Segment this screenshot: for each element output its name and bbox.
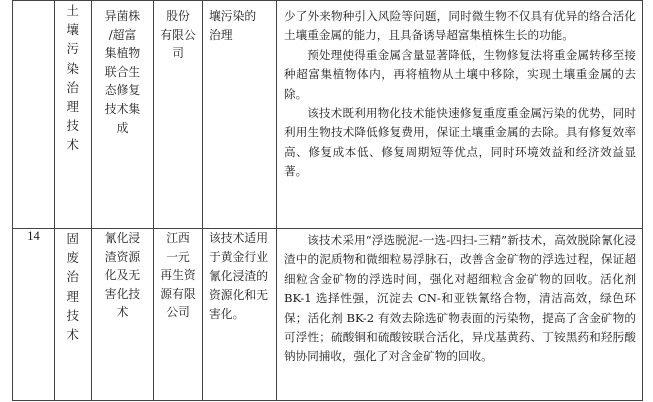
category-char: 固 <box>66 231 80 246</box>
category-char: 术 <box>66 137 80 153</box>
company-line: 一元 <box>166 249 190 264</box>
application-text: 该技术适用于黄金行业氰化浸渣的资源化和无害化。 <box>209 231 268 321</box>
category-char: 污 <box>66 41 80 57</box>
category-char: 理 <box>66 99 80 115</box>
category-char: 术 <box>66 327 80 343</box>
category-text <box>55 229 91 344</box>
row-number: 14 <box>27 229 40 243</box>
tech-name-text <box>92 229 153 322</box>
application-cell <box>203 1 277 229</box>
application-line: 治理 <box>209 28 233 42</box>
tech-name-line: 联合生 <box>104 64 141 79</box>
tech-name-line: 化及无 <box>104 268 141 283</box>
company-line: 江西 <box>166 231 190 245</box>
tech-name-line: /超富 <box>108 27 137 42</box>
description-text <box>277 229 642 367</box>
company-cell <box>154 229 203 401</box>
tech-name-line: 态修复 <box>104 83 141 98</box>
category-char: 技 <box>66 118 80 134</box>
application-text <box>203 1 276 45</box>
tech-name-text <box>92 1 153 137</box>
tech-name-line: 术 <box>116 305 129 320</box>
tech-name-line: 氰化浸 <box>104 231 141 245</box>
company-text <box>154 229 202 322</box>
application-line: 壤污染的 <box>209 9 257 23</box>
company-text <box>154 1 202 63</box>
category-char: 染 <box>66 60 80 76</box>
tech-name-line: 集植物 <box>104 46 141 61</box>
category-text <box>55 1 91 155</box>
category-char: 废 <box>66 250 80 266</box>
tech-name-line: 异菌株 <box>104 9 141 23</box>
category-char: 壤 <box>66 22 80 38</box>
category-char: 土 <box>66 3 80 18</box>
category-char: 技 <box>66 307 80 323</box>
category-cell <box>55 1 92 229</box>
table-row <box>13 229 643 401</box>
description-paragraph: 该技术采用“浮选脱泥-一选-四扫-三精”新技术，高效脱除氰化浸渣中的泥质物和微细粒易浮脉石，改善含金矿物的浮选过程，保证超细粒含金矿物的浮选时间，强化对超细粒含金矿物的回收。活化剂 BK-1 选择性强，沉淀去 CN-和亚铁氰络合物，清洁高效，绿色环保；活化剂 BK-2 有效去除选矿物表面的污染物，提高了含金矿物的可浮性；硫酸铜和硫酸铵联合活化，异戊基黄药、丁铵黑药和羟肟酸钠协同捕收，强化了对含金矿物的回收。 <box>284 233 636 364</box>
category-cell <box>55 229 92 401</box>
description-paragraph: 少了外来物种引入风险等问题，同时微生物不仅具有优异的络合活化土壤重金属的能力，且具备诱导超富集植株生长的功能。 <box>284 9 636 43</box>
row-number-cell <box>13 229 55 401</box>
tech-table <box>12 0 643 401</box>
company-line: 司 <box>172 46 184 61</box>
table-row <box>13 1 643 229</box>
category-char: 理 <box>66 288 80 304</box>
row-number-cell <box>13 1 55 229</box>
company-line: 源有限 <box>160 286 196 301</box>
tech-name-cell <box>92 1 154 229</box>
tech-name-line: 渣资源 <box>104 249 141 264</box>
tech-name-line: 成 <box>116 120 129 135</box>
company-line: 股份 <box>166 9 190 23</box>
description-text <box>277 1 642 182</box>
category-char: 治 <box>66 269 80 285</box>
description-cell <box>277 1 643 229</box>
tech-name-line: 害化技 <box>104 286 141 301</box>
description-paragraph: 该技术既利用物化技术能快速修复重度重金属污染的优势，同时利用生物技术降低修复费用，保证土壤重金属的去除。具有修复效率高、修复成本低、修复周期短等优点，同时环境效益和经济效益显著。 <box>284 106 636 179</box>
category-char: 治 <box>66 79 80 95</box>
company-cell <box>154 1 203 229</box>
tech-name-cell <box>92 229 154 401</box>
company-line: 有限公 <box>160 27 196 42</box>
tech-name-line: 技术集 <box>104 101 141 116</box>
company-line: 公司 <box>166 305 190 320</box>
description-cell <box>277 229 643 401</box>
company-line: 再生资 <box>160 268 196 283</box>
description-paragraph: 预处理使得重金属含量显著降低，生物修复法将重金属转移至接种超富集植物体内，再将植物从土壤中移除，实现土壤重金属的去除。 <box>284 47 636 101</box>
application-cell <box>203 229 277 401</box>
